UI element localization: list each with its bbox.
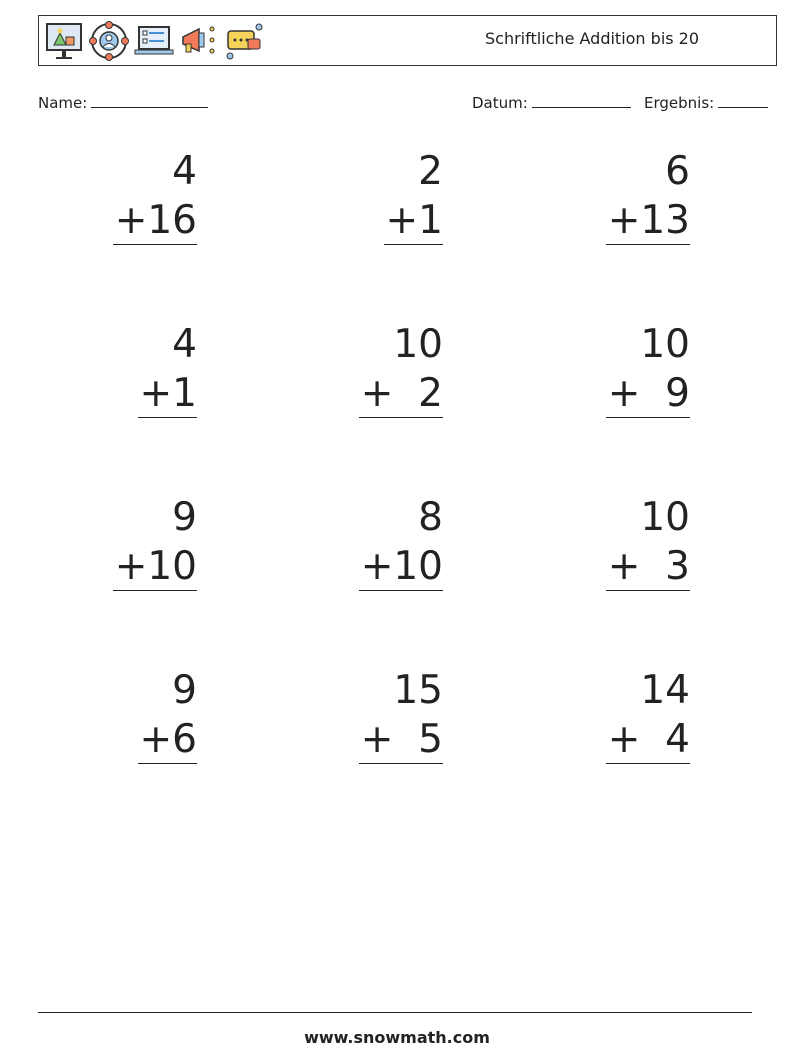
sum-line <box>138 417 198 418</box>
date-label: Datum: <box>472 94 528 112</box>
name-label: Name: <box>38 94 88 112</box>
addend-top: 6 <box>665 149 690 194</box>
header-icons <box>44 21 264 61</box>
worksheet-header <box>38 15 777 66</box>
sum-line <box>606 763 690 764</box>
addend-bottom: +10 <box>114 544 197 589</box>
date-blank[interactable] <box>532 93 631 108</box>
megaphone-icon <box>179 21 219 61</box>
sum-line <box>359 763 443 764</box>
addend-bottom: + 3 <box>607 544 690 589</box>
sum-line <box>359 417 443 418</box>
addition-problem <box>323 495 443 593</box>
addition-problem <box>323 668 443 766</box>
addend-top: 8 <box>418 495 443 540</box>
chat-bubbles-icon <box>224 21 264 61</box>
addend-bottom: +10 <box>360 544 443 589</box>
addition-problem <box>77 322 197 420</box>
addend-top: 10 <box>640 322 690 367</box>
result-blank[interactable] <box>718 93 768 108</box>
worksheet-title: Schriftliche Addition bis 20 <box>485 29 700 48</box>
addition-problem <box>77 495 197 593</box>
addition-problem <box>323 149 443 247</box>
name-field <box>38 93 208 112</box>
addend-bottom: +6 <box>139 717 197 762</box>
footer-divider <box>38 1012 752 1013</box>
addend-bottom: +1 <box>139 371 197 416</box>
addend-top: 4 <box>172 322 197 367</box>
sum-line <box>606 244 690 245</box>
addend-top: 2 <box>418 149 443 194</box>
addition-problem <box>77 149 197 247</box>
addend-top: 9 <box>172 495 197 540</box>
date-field <box>472 93 631 112</box>
sum-line <box>606 417 690 418</box>
team-network-icon <box>89 21 129 61</box>
addition-problem <box>570 322 690 420</box>
sum-line <box>606 590 690 591</box>
sum-line <box>384 244 444 245</box>
addition-problem <box>570 495 690 593</box>
addend-bottom: +13 <box>607 198 690 243</box>
sum-line <box>113 590 197 591</box>
laptop-checklist-icon <box>134 21 174 61</box>
addend-bottom: + 4 <box>607 717 690 762</box>
addition-problem <box>323 322 443 420</box>
addition-problem <box>77 668 197 766</box>
sum-line <box>359 590 443 591</box>
result-field <box>644 93 768 112</box>
addend-top: 15 <box>393 668 443 713</box>
addend-bottom: + 5 <box>360 717 443 762</box>
addend-bottom: +16 <box>114 198 197 243</box>
sum-line <box>138 763 198 764</box>
addend-top: 10 <box>393 322 443 367</box>
addend-top: 14 <box>640 668 690 713</box>
result-label: Ergebnis: <box>644 94 715 112</box>
presentation-board-icon <box>44 21 84 61</box>
addend-bottom: +1 <box>385 198 443 243</box>
addend-bottom: + 2 <box>360 371 443 416</box>
addend-top: 9 <box>172 668 197 713</box>
addend-top: 10 <box>640 495 690 540</box>
footer-website: www.snowmath.com <box>304 1028 490 1047</box>
sum-line <box>113 244 197 245</box>
addition-problem <box>570 149 690 247</box>
addend-bottom: + 9 <box>607 371 690 416</box>
addition-problem <box>570 668 690 766</box>
addend-top: 4 <box>172 149 197 194</box>
name-blank[interactable] <box>91 93 208 108</box>
